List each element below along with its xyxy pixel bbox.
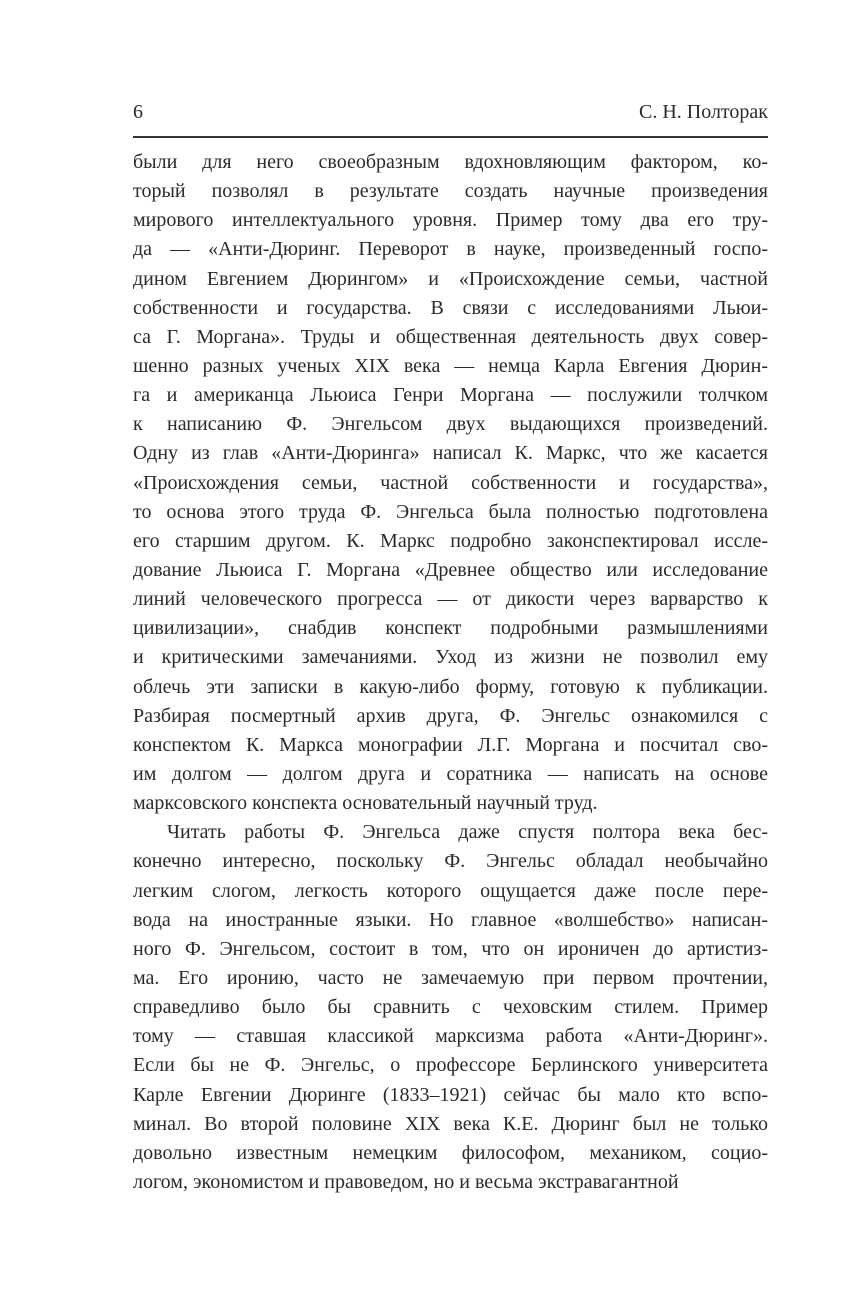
text-line: мирового интеллектуального уровня. Пример тому два его тру- [133,209,768,232]
text-line: довольно известным немецким философом, механиком, социо- [133,1141,768,1164]
text-line: то основа этого труда Ф. Энгельса была полностью подготовлена [133,500,768,523]
text-line: легким слогом, легкость которого ощущается даже после пере- [133,879,768,902]
text-line: логом, экономистом и правоведом, но и весьма экстравагантной [133,1170,679,1193]
text-line: ма. Его иронию, часто не замечаемую при первом прочтении, [133,966,768,989]
body-text [133,148,768,1197]
text-line: дином Евгением Дюрингом» и «Происхождение семьи, частной [133,267,768,290]
text-line: Если бы не Ф. Энгельс, о профессоре Берлинского университета [133,1054,768,1077]
text-line: его старшим другом. К. Маркс подробно законспектировал иссле- [133,529,768,552]
text-line: минал. Во второй половине XIX века К.Е. Дюринг был не только [133,1112,768,1135]
text-line: дование Льюиса Г. Моргана «Древнее общество или исследование [133,558,768,581]
running-title: С. Н. Полторак [638,101,768,123]
text-line: са Г. Моргана». Труды и общественная деятельность двух совер- [133,325,768,348]
text-line: марксовского конспекта основательный научный труд. [133,792,598,815]
page-number: 6 [133,101,143,123]
text-line: были для него своеобразным вдохновляющим фактором, ко- [133,151,768,173]
text-line: вода на иностранные языки. Но главное «волшебство» написан- [133,908,768,931]
text-line: Одну из глав «Анти-Дюринга» написал К. Маркс, что же касается [133,442,768,465]
text-line: Карле Евгении Дюринге (1833–1921) сейчас бы мало кто вспо- [133,1083,768,1106]
text-line: «Происхождения семьи, частной собственности и государства», [133,471,768,494]
text-line: торый позволял в результате создать научные произведения [133,180,768,203]
text-line: тому — ставшая классикой марксизма работа «Анти-Дюринг». [133,1025,768,1048]
text-line: да — «Анти-Дюринг. Переворот в науке, произведенный госпо- [133,238,768,261]
text-line: к написанию Ф. Энгельсом двух выдающихся произведений. [133,413,768,436]
text-line: конспектом К. Маркса монографии Л.Г. Моргана и посчитал сво- [133,733,768,756]
text-line: и критическими замечаниями. Уход из жизни не позволил ему [133,646,768,669]
text-line: га и американца Льюиса Генри Моргана — послужили толчком [133,384,768,407]
text-line: справедливо было бы сравнить с чеховским стилем. Пример [133,996,768,1019]
text-line: линий человеческого прогресса — от дикости через варварство к [133,588,768,611]
text-line: Читать работы Ф. Энгельса даже спустя полтора века бес- [167,821,768,844]
text-line: шенно разных ученых XIX века — немца Карла Евгения Дюрин- [133,354,768,377]
text-line: облечь эти записки в какую-либо форму, готовую к публикации. [133,675,768,698]
text-line: ного Ф. Энгельсом, состоит в том, что он ироничен до артистиз- [133,937,768,960]
text-line: цивилизации», снабдив конспект подробными размышлениями [133,617,768,640]
text-line: Разбирая посмертный архив друга, Ф. Энгельс ознакомился с [133,704,768,727]
header-rule [133,136,768,138]
text-line: конечно интересно, поскольку Ф. Энгельс обладал необычайно [133,850,768,873]
text-line: собственности и государства. В связи с исследованиями Льюи- [133,296,768,319]
text-line: им долгом — долгом друга и соратника — написать на основе [133,762,768,785]
